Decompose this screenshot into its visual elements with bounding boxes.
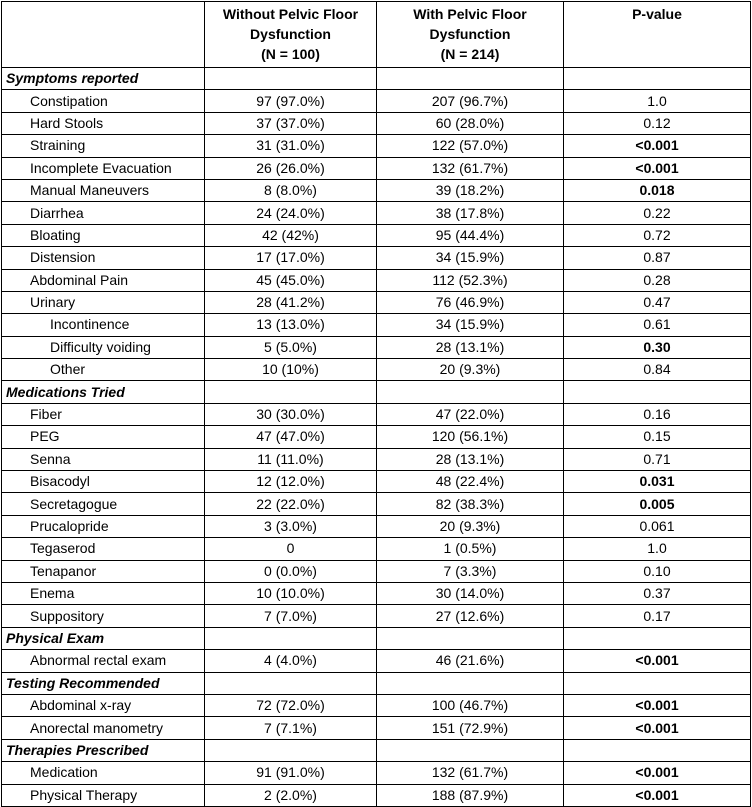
row-label: Difficulty voiding <box>2 336 205 358</box>
table-row <box>2 784 751 806</box>
section-empty-cell-p <box>564 672 751 694</box>
value-without-pfd: 28 (41.2%) <box>205 291 377 313</box>
row-label: Abdominal Pain <box>2 269 205 291</box>
section-header-row <box>2 739 751 761</box>
value-with-pfd: 38 (17.8%) <box>377 202 564 224</box>
p-value: 0.15 <box>564 426 751 448</box>
row-label: Tenapanor <box>2 560 205 582</box>
header-with-line3: (N = 214) <box>440 46 500 62</box>
p-value: 0.005 <box>564 493 751 515</box>
value-with-pfd: 132 (61.7%) <box>377 762 564 784</box>
table-row <box>2 247 751 269</box>
value-without-pfd: 10 (10%) <box>205 359 377 381</box>
header-without-line1: Without Pelvic Floor <box>222 6 359 22</box>
row-label: Bisacodyl <box>2 471 205 493</box>
p-value: 0.61 <box>564 314 751 336</box>
section-title: Medications Tried <box>2 381 205 403</box>
p-value: <0.001 <box>564 135 751 157</box>
table-row <box>2 179 751 201</box>
value-without-pfd: 7 (7.0%) <box>205 605 377 627</box>
value-with-pfd: 27 (12.6%) <box>377 605 564 627</box>
table-row <box>2 605 751 627</box>
header-p-value: P-value <box>564 2 751 68</box>
table-body <box>2 68 751 807</box>
table-row <box>2 291 751 313</box>
section-title: Physical Exam <box>2 627 205 649</box>
value-without-pfd: 91 (91.0%) <box>205 762 377 784</box>
section-empty-cell-p <box>564 739 751 761</box>
row-label: Physical Therapy <box>2 784 205 806</box>
header-with-pfd <box>377 2 564 68</box>
row-label: Diarrhea <box>2 202 205 224</box>
row-label: Incontinence <box>2 314 205 336</box>
table-row <box>2 694 751 716</box>
section-empty-cell-with <box>377 672 564 694</box>
row-label: Constipation <box>2 90 205 112</box>
row-label: Abdominal x-ray <box>2 694 205 716</box>
value-with-pfd: 34 (15.9%) <box>377 314 564 336</box>
section-empty-cell-with <box>377 381 564 403</box>
p-value: 0.12 <box>564 112 751 134</box>
value-without-pfd: 4 (4.0%) <box>205 650 377 672</box>
section-header-row <box>2 627 751 649</box>
header-without-pfd <box>205 2 377 68</box>
row-label: Anorectal manometry <box>2 717 205 739</box>
row-label: Incomplete Evacuation <box>2 157 205 179</box>
p-value: 0.061 <box>564 515 751 537</box>
section-empty-cell-p <box>564 68 751 90</box>
p-value: 0.28 <box>564 269 751 291</box>
table-row <box>2 762 751 784</box>
header-without-line3: (N = 100) <box>261 46 320 62</box>
value-without-pfd: 0 <box>205 538 377 560</box>
value-with-pfd: 132 (61.7%) <box>377 157 564 179</box>
value-with-pfd: 30 (14.0%) <box>377 582 564 604</box>
value-without-pfd: 26 (26.0%) <box>205 157 377 179</box>
section-header-row <box>2 68 751 90</box>
value-without-pfd: 2 (2.0%) <box>205 784 377 806</box>
table-row <box>2 202 751 224</box>
value-without-pfd: 24 (24.0%) <box>205 202 377 224</box>
row-label: Prucalopride <box>2 515 205 537</box>
header-row <box>2 2 751 68</box>
table-row <box>2 135 751 157</box>
section-empty-cell-without <box>205 627 377 649</box>
table-row <box>2 224 751 246</box>
comparison-table <box>1 1 751 807</box>
row-label: Bloating <box>2 224 205 246</box>
value-with-pfd: 39 (18.2%) <box>377 179 564 201</box>
row-label: Enema <box>2 582 205 604</box>
p-value: 0.018 <box>564 179 751 201</box>
table-row <box>2 493 751 515</box>
table-row <box>2 560 751 582</box>
value-with-pfd: 28 (13.1%) <box>377 336 564 358</box>
table-row <box>2 538 751 560</box>
section-empty-cell-with <box>377 68 564 90</box>
value-without-pfd: 3 (3.0%) <box>205 515 377 537</box>
section-empty-cell-without <box>205 672 377 694</box>
value-with-pfd: 120 (56.1%) <box>377 426 564 448</box>
p-value: 0.031 <box>564 471 751 493</box>
table-row <box>2 650 751 672</box>
section-title: Testing Recommended <box>2 672 205 694</box>
value-without-pfd: 37 (37.0%) <box>205 112 377 134</box>
p-value: 0.37 <box>564 582 751 604</box>
table-row <box>2 90 751 112</box>
p-value: <0.001 <box>564 717 751 739</box>
table-row <box>2 359 751 381</box>
p-value: 1.0 <box>564 538 751 560</box>
p-value: <0.001 <box>564 784 751 806</box>
p-value: 0.16 <box>564 403 751 425</box>
table-row <box>2 403 751 425</box>
p-value: 0.22 <box>564 202 751 224</box>
p-value: 0.71 <box>564 448 751 470</box>
row-label: Straining <box>2 135 205 157</box>
section-empty-cell-p <box>564 381 751 403</box>
row-label: Manual Maneuvers <box>2 179 205 201</box>
value-without-pfd: 5 (5.0%) <box>205 336 377 358</box>
table-row <box>2 426 751 448</box>
value-with-pfd: 122 (57.0%) <box>377 135 564 157</box>
row-label: Abnormal rectal exam <box>2 650 205 672</box>
value-without-pfd: 42 (42%) <box>205 224 377 246</box>
section-header-row <box>2 381 751 403</box>
row-label: PEG <box>2 426 205 448</box>
section-title: Symptoms reported <box>2 68 205 90</box>
value-without-pfd: 31 (31.0%) <box>205 135 377 157</box>
table-row <box>2 448 751 470</box>
row-label: Urinary <box>2 291 205 313</box>
p-value: <0.001 <box>564 650 751 672</box>
section-empty-cell-without <box>205 739 377 761</box>
row-label: Suppository <box>2 605 205 627</box>
value-with-pfd: 76 (46.9%) <box>377 291 564 313</box>
value-without-pfd: 0 (0.0%) <box>205 560 377 582</box>
section-title: Therapies Prescribed <box>2 739 205 761</box>
value-without-pfd: 12 (12.0%) <box>205 471 377 493</box>
value-without-pfd: 45 (45.0%) <box>205 269 377 291</box>
p-value: <0.001 <box>564 762 751 784</box>
value-with-pfd: 20 (9.3%) <box>377 359 564 381</box>
table-row <box>2 471 751 493</box>
value-with-pfd: 188 (87.9%) <box>377 784 564 806</box>
p-value: <0.001 <box>564 157 751 179</box>
value-with-pfd: 207 (96.7%) <box>377 90 564 112</box>
value-without-pfd: 10 (10.0%) <box>205 582 377 604</box>
value-without-pfd: 47 (47.0%) <box>205 426 377 448</box>
value-with-pfd: 47 (22.0%) <box>377 403 564 425</box>
section-empty-cell-with <box>377 627 564 649</box>
table-row <box>2 515 751 537</box>
p-value: 0.84 <box>564 359 751 381</box>
value-without-pfd: 8 (8.0%) <box>205 179 377 201</box>
section-empty-cell-without <box>205 381 377 403</box>
table-row <box>2 336 751 358</box>
table-row <box>2 314 751 336</box>
value-with-pfd: 100 (46.7%) <box>377 694 564 716</box>
table-row <box>2 112 751 134</box>
header-with-line1: With Pelvic Floor <box>413 6 527 22</box>
table-row <box>2 582 751 604</box>
value-with-pfd: 82 (38.3%) <box>377 493 564 515</box>
value-without-pfd: 72 (72.0%) <box>205 694 377 716</box>
value-with-pfd: 48 (22.4%) <box>377 471 564 493</box>
value-without-pfd: 17 (17.0%) <box>205 247 377 269</box>
row-label: Distension <box>2 247 205 269</box>
row-label: Fiber <box>2 403 205 425</box>
value-without-pfd: 11 (11.0%) <box>205 448 377 470</box>
value-without-pfd: 22 (22.0%) <box>205 493 377 515</box>
row-label: Medication <box>2 762 205 784</box>
value-without-pfd: 7 (7.1%) <box>205 717 377 739</box>
row-label: Hard Stools <box>2 112 205 134</box>
section-header-row <box>2 672 751 694</box>
value-with-pfd: 151 (72.9%) <box>377 717 564 739</box>
p-value: 0.47 <box>564 291 751 313</box>
value-with-pfd: 46 (21.6%) <box>377 650 564 672</box>
p-value: 0.87 <box>564 247 751 269</box>
value-without-pfd: 97 (97.0%) <box>205 90 377 112</box>
row-label: Tegaserod <box>2 538 205 560</box>
value-with-pfd: 60 (28.0%) <box>377 112 564 134</box>
header-with-line2: Dysfunction <box>429 26 511 42</box>
value-with-pfd: 7 (3.3%) <box>377 560 564 582</box>
table-row <box>2 157 751 179</box>
table-row <box>2 717 751 739</box>
value-with-pfd: 1 (0.5%) <box>377 538 564 560</box>
value-with-pfd: 34 (15.9%) <box>377 247 564 269</box>
value-with-pfd: 112 (52.3%) <box>377 269 564 291</box>
row-label: Other <box>2 359 205 381</box>
value-with-pfd: 28 (13.1%) <box>377 448 564 470</box>
header-blank-cell <box>2 2 205 68</box>
p-value: 0.72 <box>564 224 751 246</box>
p-value: 0.30 <box>564 336 751 358</box>
p-value: 0.10 <box>564 560 751 582</box>
row-label: Senna <box>2 448 205 470</box>
value-with-pfd: 20 (9.3%) <box>377 515 564 537</box>
table-row <box>2 269 751 291</box>
section-empty-cell-without <box>205 68 377 90</box>
header-without-line2: Dysfunction <box>250 26 331 42</box>
p-value: <0.001 <box>564 694 751 716</box>
section-empty-cell-p <box>564 627 751 649</box>
value-with-pfd: 95 (44.4%) <box>377 224 564 246</box>
p-value: 1.0 <box>564 90 751 112</box>
row-label: Secretagogue <box>2 493 205 515</box>
value-without-pfd: 13 (13.0%) <box>205 314 377 336</box>
value-without-pfd: 30 (30.0%) <box>205 403 377 425</box>
section-empty-cell-with <box>377 739 564 761</box>
p-value: 0.17 <box>564 605 751 627</box>
